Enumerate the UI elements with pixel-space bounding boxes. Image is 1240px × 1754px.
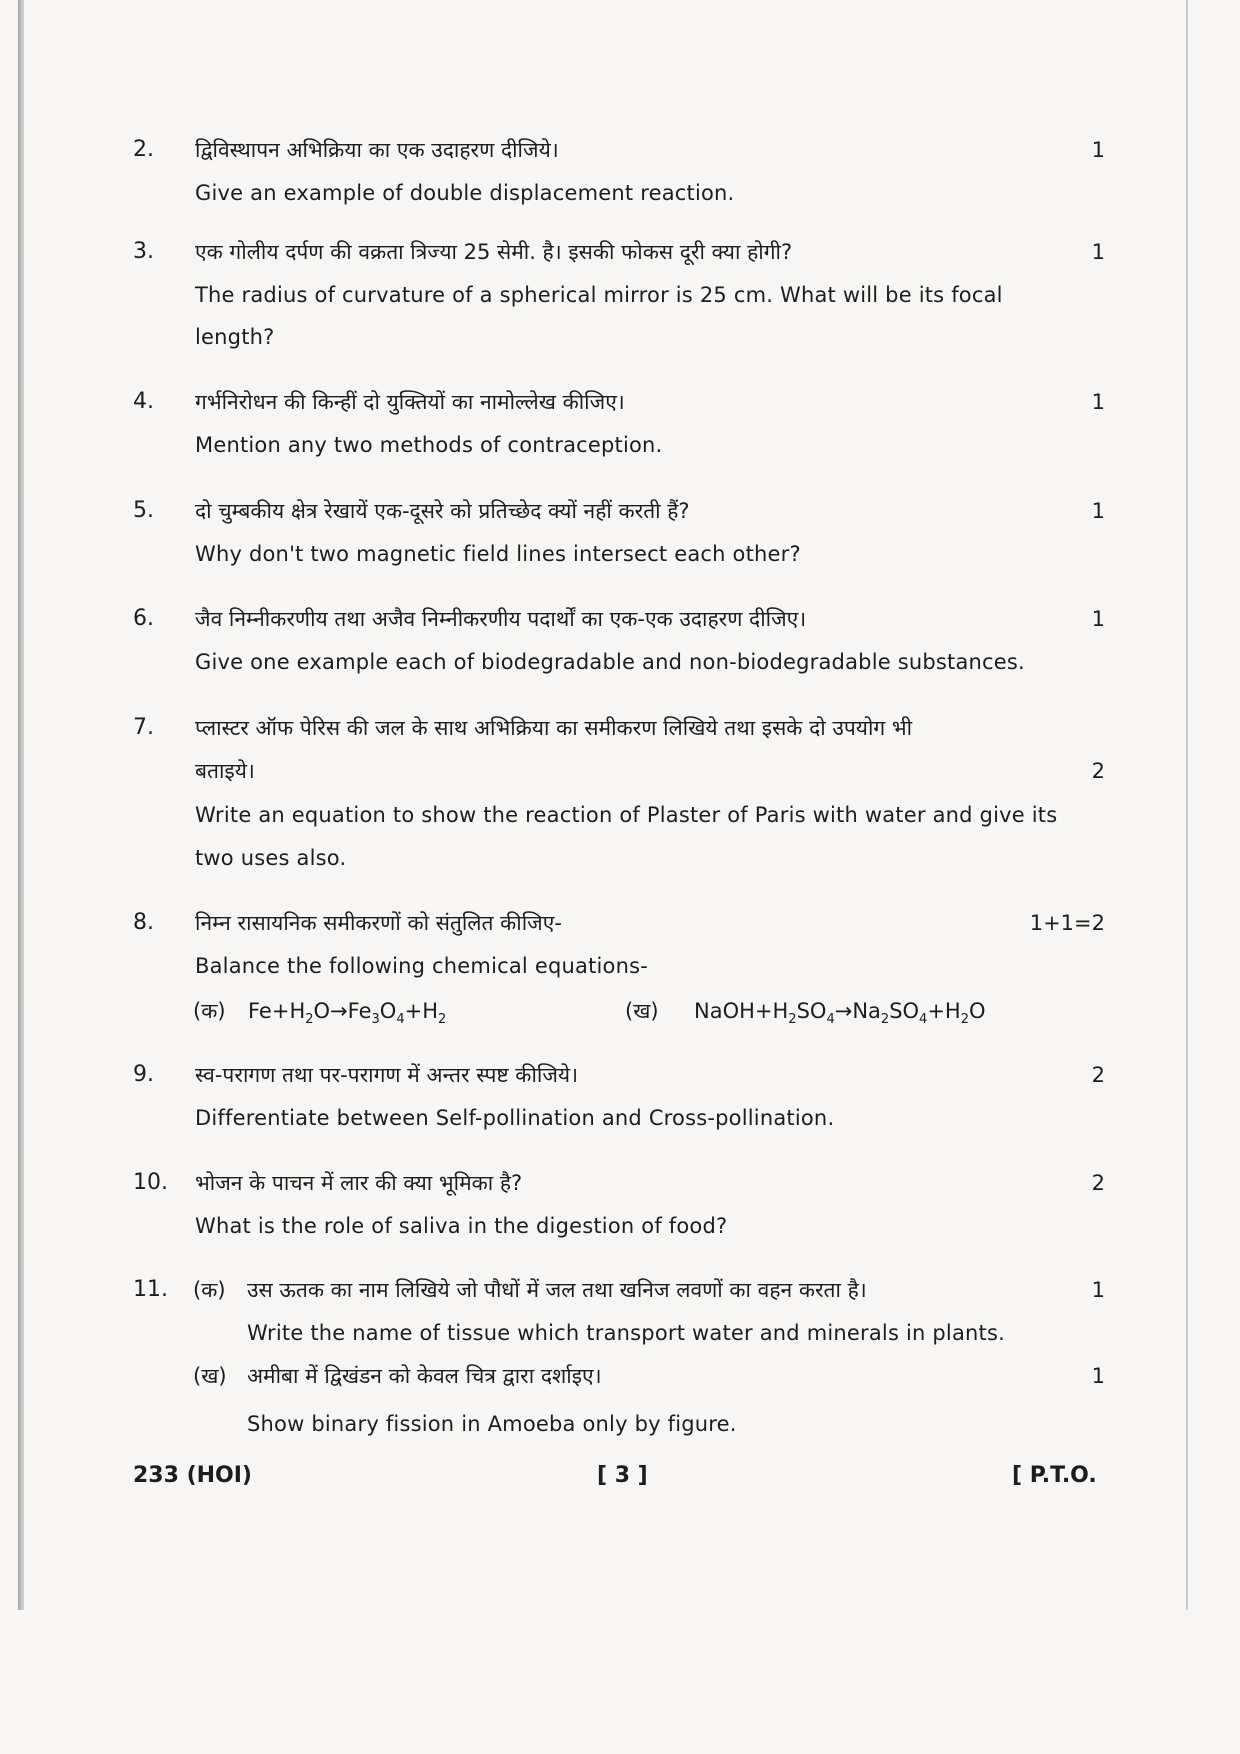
question-marks: 1	[1091, 499, 1105, 523]
question-number: 9.	[133, 1062, 154, 1087]
question-text-hindi: भोजन के पाचन में लार की क्या भूमिका है?	[195, 1171, 523, 1195]
question-text-english: The radius of curvature of a spherical mirror is 25 cm. What will be its focal	[195, 283, 1003, 307]
question-text-hindi: स्व-परागण तथा पर-परागण में अन्तर स्पष्ट कीजिये।	[195, 1063, 579, 1087]
question-number: 4.	[133, 389, 154, 414]
question-text-english-cont: length?	[195, 325, 275, 349]
question-marks: 2	[1091, 1171, 1105, 1195]
question-marks: 1	[1091, 390, 1105, 414]
question-number: 7.	[133, 715, 154, 740]
question-text-english: What is the role of saliva in the digestion of food?	[195, 1214, 728, 1238]
page-number: [ 3 ]	[597, 1463, 648, 1488]
question-text-english: Give one example each of biodegradable and non-biodegradable substances.	[195, 650, 1025, 674]
question-marks: 2	[1091, 1063, 1105, 1087]
question-number: 2.	[133, 137, 154, 162]
question-number: 11.	[133, 1277, 168, 1302]
question-text-english: Differentiate between Self-pollination and Cross-pollination.	[195, 1106, 835, 1130]
question-number: 3.	[133, 239, 154, 264]
question-text-hindi: जैव निम्नीकरणीय तथा अजैव निम्नीकरणीय पदार्थों का एक-एक उदाहरण दीजिए।	[195, 607, 807, 631]
subpart-a-text-english: Write the name of tissue which transport water and minerals in plants.	[247, 1321, 1005, 1345]
question-text-hindi: एक गोलीय दर्पण की वक्रता त्रिज्या 25 सेमी. है। इसकी फोकस दूरी क्या होगी?	[195, 240, 793, 264]
subpart-b-marks: 1	[1091, 1364, 1105, 1388]
subpart-b-text-english: Show binary fission in Amoeba only by figure.	[247, 1412, 737, 1436]
question-number: 5.	[133, 498, 154, 523]
question-number: 6.	[133, 606, 154, 631]
question-text-hindi: द्विविस्थापन अभिक्रिया का एक उदाहरण दीजिये।	[195, 138, 559, 162]
question-number: 8.	[133, 910, 154, 935]
question-text-hindi: दो चुम्बकीय क्षेत्र रेखायें एक-दूसरे को प्रतिच्छेद क्यों नहीं करती हैं?	[195, 499, 690, 523]
question-marks: 1	[1091, 138, 1105, 162]
subpart-a-text-hindi: उस ऊतक का नाम लिखिये जो पौधों में जल तथा खनिज लवणों का वहन करता है।	[247, 1278, 867, 1302]
subpart-b-text-hindi: अमीबा में द्विखंडन को केवल चित्र द्वारा दर्शाइए।	[247, 1364, 602, 1388]
please-turn-over: [ P.T.O.	[1012, 1463, 1097, 1488]
question-text-english-cont: two uses also.	[195, 846, 347, 870]
question-text-english: Balance the following chemical equations-	[195, 954, 649, 978]
question-number: 10.	[133, 1170, 168, 1195]
question-marks: 1	[1091, 607, 1105, 631]
question-text-english: Give an example of double displacement reaction.	[195, 181, 735, 205]
question-text-hindi: गर्भनिरोधन की किन्हीं दो युक्तियों का नामोल्लेख कीजिए।	[195, 390, 625, 414]
equation-a: $Fe+H_2O\to Fe_3O_4+H_2$	[248, 999, 447, 1027]
subpart-a-label: (क)	[193, 1278, 226, 1302]
question-text-english: Why don't two magnetic field lines intersect each other?	[195, 542, 801, 566]
question-marks: 2	[1091, 759, 1105, 783]
question-text-hindi-cont: बताइये।	[195, 759, 255, 783]
equation-b-label: (ख)	[625, 999, 659, 1023]
equation-b: $NaOH+H_2SO_4\to Na_2SO_4+H_2O$	[694, 999, 986, 1027]
question-marks: 1	[1091, 240, 1105, 264]
question-text-english: Mention any two methods of contraception.	[195, 433, 663, 457]
question-text-hindi: प्लास्टर ऑफ पेरिस की जल के साथ अभिक्रिया का समीकरण लिखिये तथा इसके दो उपयोग भी	[195, 716, 913, 740]
question-marks: 1+1=2	[1029, 911, 1105, 935]
subpart-a-marks: 1	[1091, 1278, 1105, 1302]
equation-a-label: (क)	[193, 999, 226, 1023]
question-text-english: Write an equation to show the reaction of Plaster of Paris with water and give its	[195, 803, 1058, 827]
subpart-b-label: (ख)	[193, 1364, 227, 1388]
paper-code: 233 (HOI)	[133, 1463, 252, 1488]
question-text-hindi: निम्न रासायनिक समीकरणों को संतुलित कीजिए-	[195, 911, 562, 935]
